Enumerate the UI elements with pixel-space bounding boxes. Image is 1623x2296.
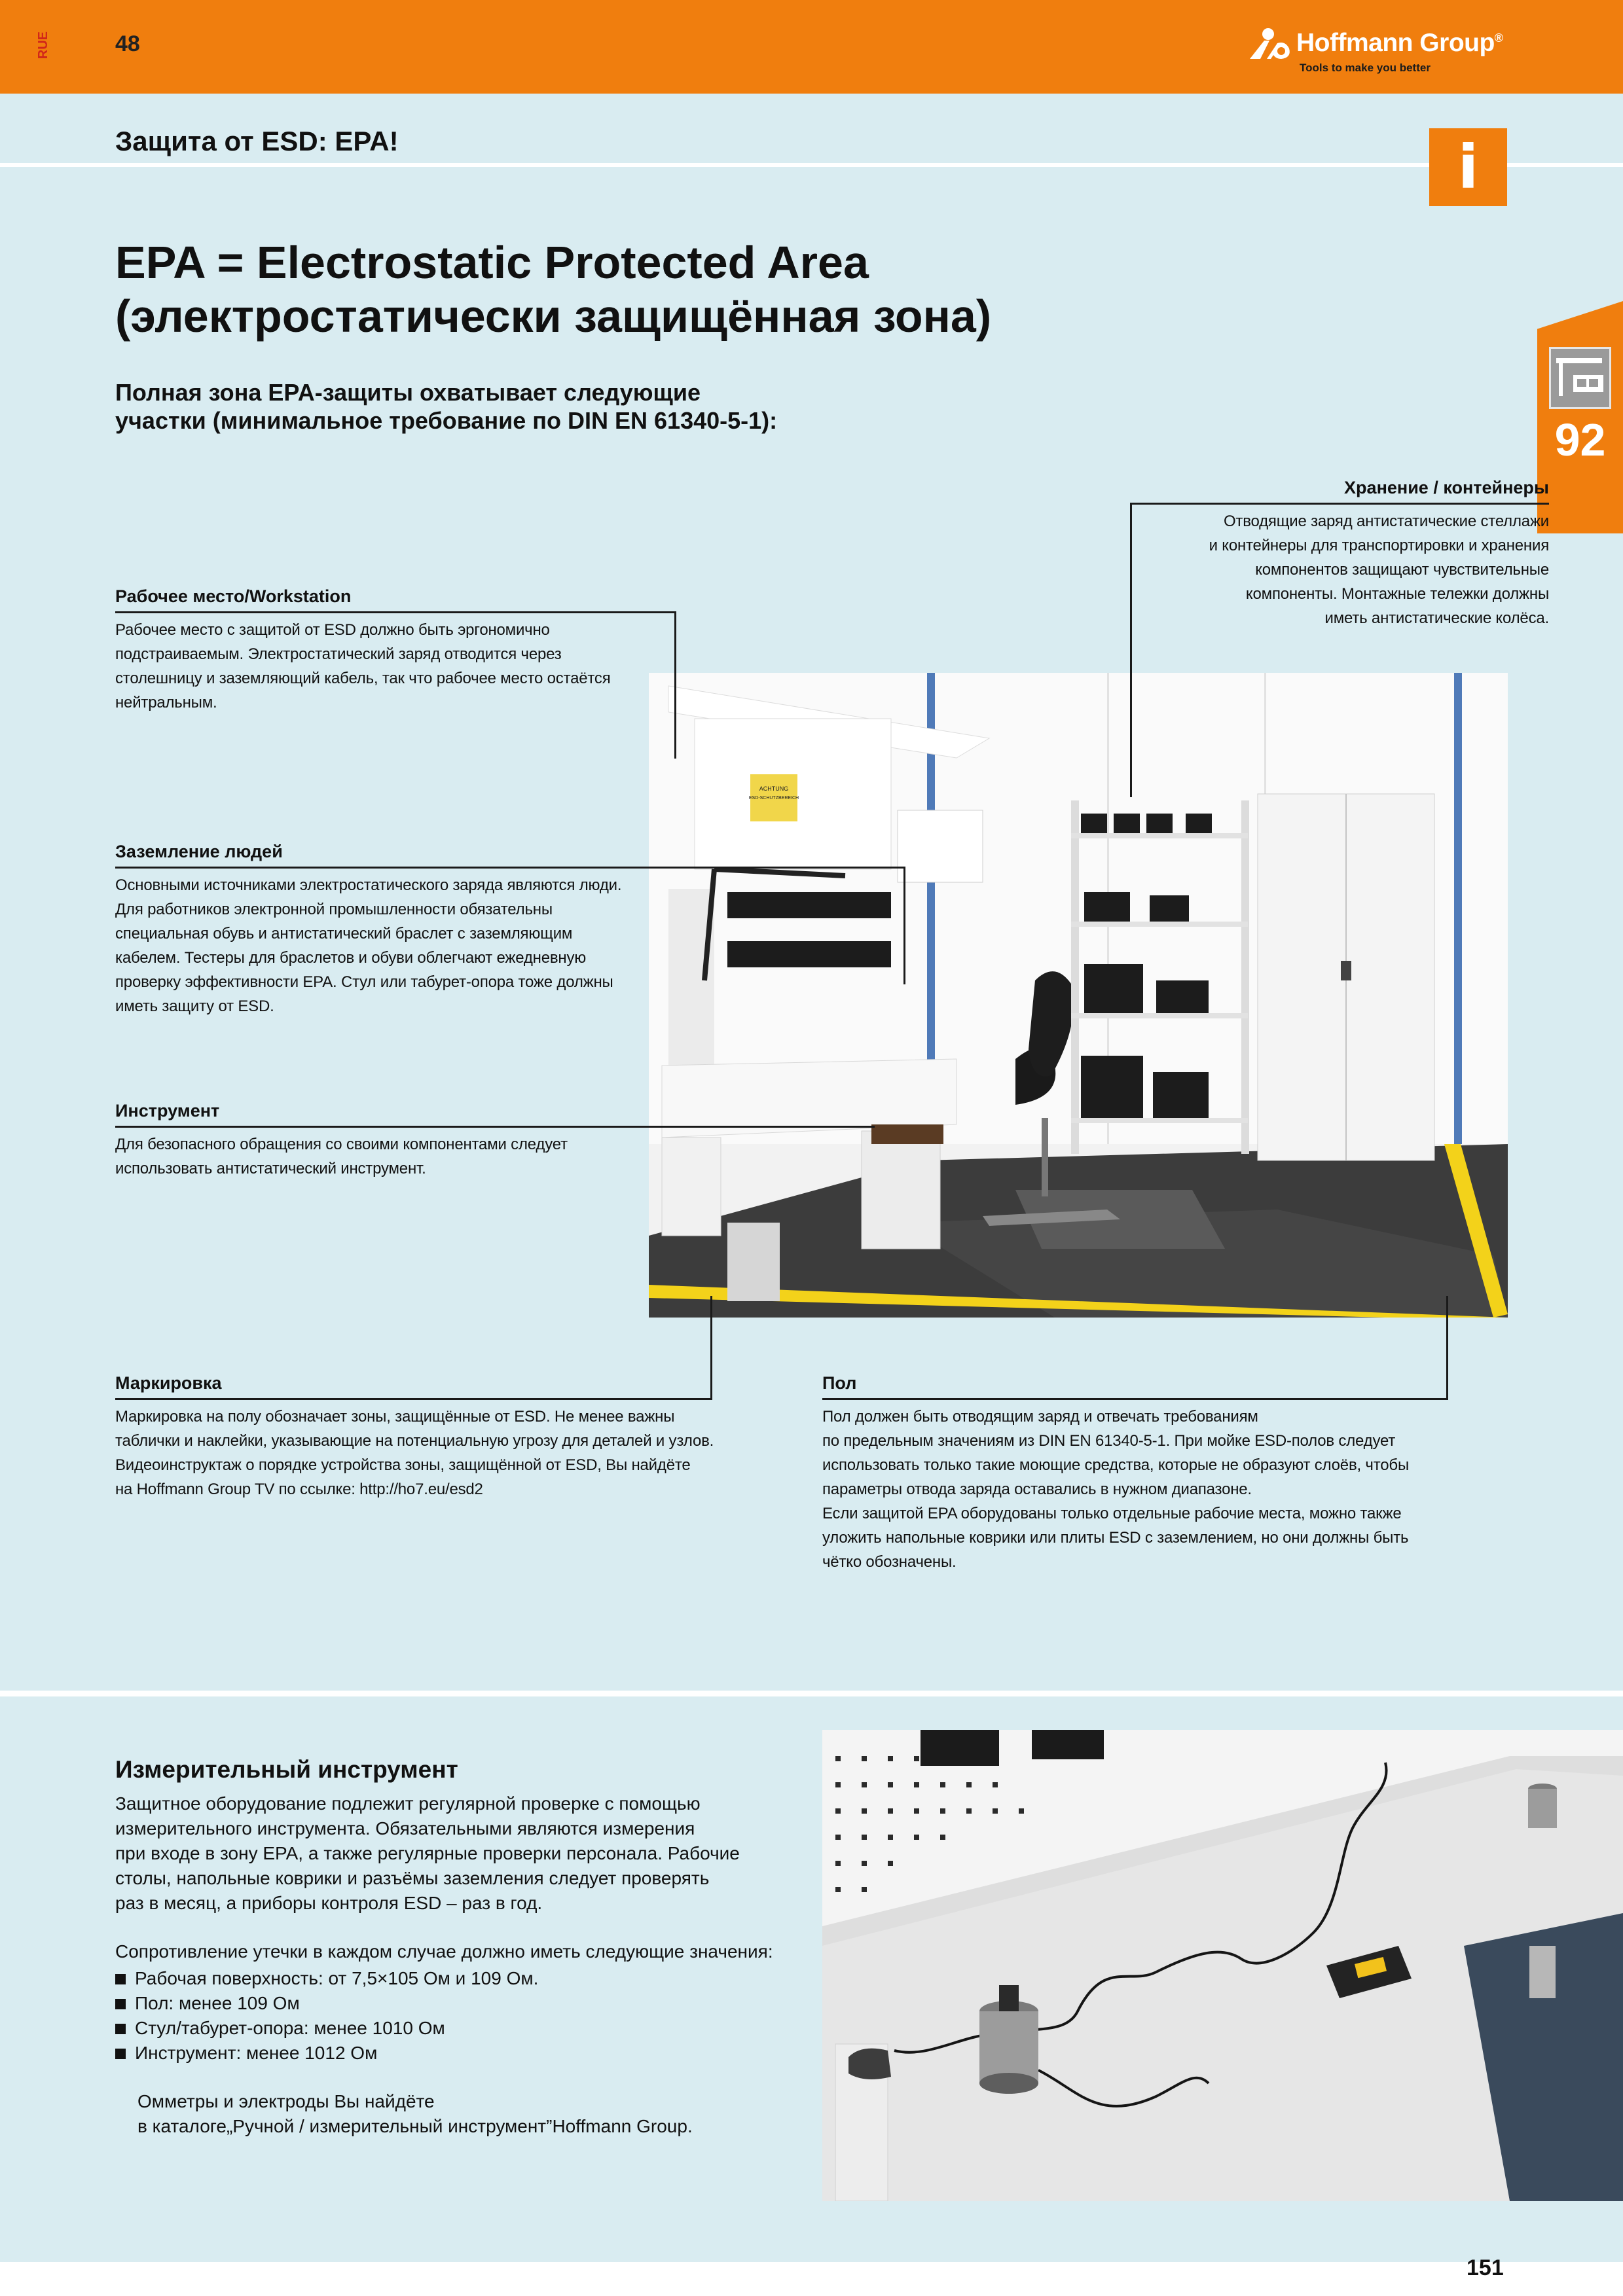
- callout-storage-text: Отводящие заряд антистатические стеллажи и контейнеры для транспортировки и хранения компонентов защищают чувствительные компоненты. Монтажные тележки должны иметь антистатические колёса.: [1209, 512, 1549, 627]
- header-divider: [0, 163, 1623, 167]
- callout-workstation-leader: [674, 611, 676, 759]
- callout-floor-leader: [1446, 1296, 1448, 1400]
- callout-floor-text: Пол должен быть отводящим заряд и отвечать требованиям по предельным значениям из DIN EN 61340-5-1. При мойке ESD-полов следует использовать только такие моющие средства, которые не образуют слоёв, чтобы параметры отвода заряда оставались в нужном диапазоне. Если защитой EPA оборудованы только отдельные рабочие места, можно также уложить напольные коврики или плиты ESD с заземлением, но они должны быть чётко обозначены.: [822, 1408, 1410, 1571]
- section-title: Защита от ESD: EPA!: [115, 126, 399, 156]
- resistance-item: Пол: менее 109 Ом: [115, 1991, 796, 2016]
- category-number: 92: [1554, 414, 1606, 465]
- callout-tools-title: Инструмент: [115, 1101, 220, 1121]
- callout-grounding-leader: [903, 867, 905, 984]
- callout-marking-title: Маркировка: [115, 1373, 222, 1393]
- callout-marking-line: [115, 1398, 712, 1400]
- callout-grounding-title: Заземление людей: [115, 842, 283, 861]
- page-subtitle: Полная зона EPA-защиты охватывает следующие участки (минимальное требование по DIN EN 61340-5-1):: [115, 379, 778, 434]
- callout-floor-line: [822, 1398, 1448, 1400]
- resistance-item: Инструмент: менее 1012 Ом: [115, 2041, 796, 2066]
- resistance-item: Рабочая поверхность: от 7,5×105 Ом и 109 Ом.: [115, 1966, 796, 1991]
- footer-page-number: 151: [1467, 2255, 1504, 2280]
- brand-name: Hoffmann Group®: [1296, 29, 1503, 57]
- workstation-category-icon: [1549, 347, 1611, 409]
- svg-text:ACHTUNG: ACHTUNG: [759, 785, 789, 792]
- measuring-text: Защитное оборудование подлежит регулярной проверке с помощью измерительного инструмента. Обязательными являются измерения при входе в зону EPA, а также регулярные проверки персонала. Рабочие столы, напольные коврики и разъёмы заземления следует проверять раз в месяц, а приборы контроля ESD – раз в год.: [115, 1793, 740, 1913]
- epa-room-photo: [649, 673, 1508, 1318]
- language-code: RUE: [36, 31, 50, 60]
- callout-workstation-text: Рабочее место с защитой от ESD должно быть эргономично подстраиваемым. Электростатический заряд отводится через столешницу и заземляющий кабель, так что рабочее место остаётся нейтральным.: [115, 621, 611, 711]
- brand-tagline: Tools to make you better: [1300, 62, 1431, 74]
- callout-workstation-line: [115, 611, 676, 613]
- page-title: EPA = Electrostatic Protected Area (электростатически защищённая зона): [115, 237, 992, 342]
- svg-text:ESD-SCHUTZBEREICH: ESD-SCHUTZBEREICH: [748, 796, 799, 800]
- callout-grounding-line: [115, 867, 905, 869]
- callout-grounding-text: Основными источниками электростатического заряда являются люди. Для работников электронной промышленности обязательны специальная обувь и антистатический браслет с заземляющим кабелем. Тестеры для браслетов и обуви облегчают ежедневную проверку эффективности EPA. Стул или табурет-опора тоже должны иметь защиту от ESD.: [115, 876, 622, 1015]
- resistance-intro: Сопротивление утечки в каждом случае должно иметь следующие значения:: [115, 1941, 773, 1962]
- callout-storage-line: [1130, 503, 1549, 505]
- catalog-page-number: 48: [115, 31, 140, 56]
- info-icon: i: [1429, 128, 1507, 206]
- callout-workstation-title: Рабочее место/Workstation: [115, 586, 352, 606]
- callout-tools-text: Для безопасного обращения со своими компонентами следует использовать антистатический инструмент.: [115, 1136, 568, 1177]
- callout-storage-title: Хранение / контейнеры: [1344, 478, 1549, 497]
- callout-tools-line: [115, 1126, 875, 1128]
- resistance-item: Стул/табурет-опора: менее 1010 Ом: [115, 2016, 796, 2041]
- catalog-note: Омметры и электроды Вы найдёте в каталоге„Ручной / измерительный инструмент”Hoffmann Group.: [137, 2091, 693, 2136]
- callout-marking-text: Маркировка на полу обозначает зоны, защищённые от ESD. Не менее важны таблички и наклейки, указывающие на потенциальную угрозу для деталей и узлов. Видеоинструктаж о порядке устройства зоны, защищённой от ESD, Вы найдёте на Hoffmann Group TV по ссылке: http://ho7.eu/esd2: [115, 1408, 714, 1498]
- callout-floor-title: Пол: [822, 1373, 857, 1393]
- measuring-instrument-photo: [822, 1730, 1623, 2201]
- resistance-list: [115, 1966, 796, 2066]
- callout-marking-leader: [710, 1296, 712, 1400]
- measuring-title: Измерительный инструмент: [115, 1756, 458, 1783]
- hoffmann-logo-icon: [1247, 26, 1294, 60]
